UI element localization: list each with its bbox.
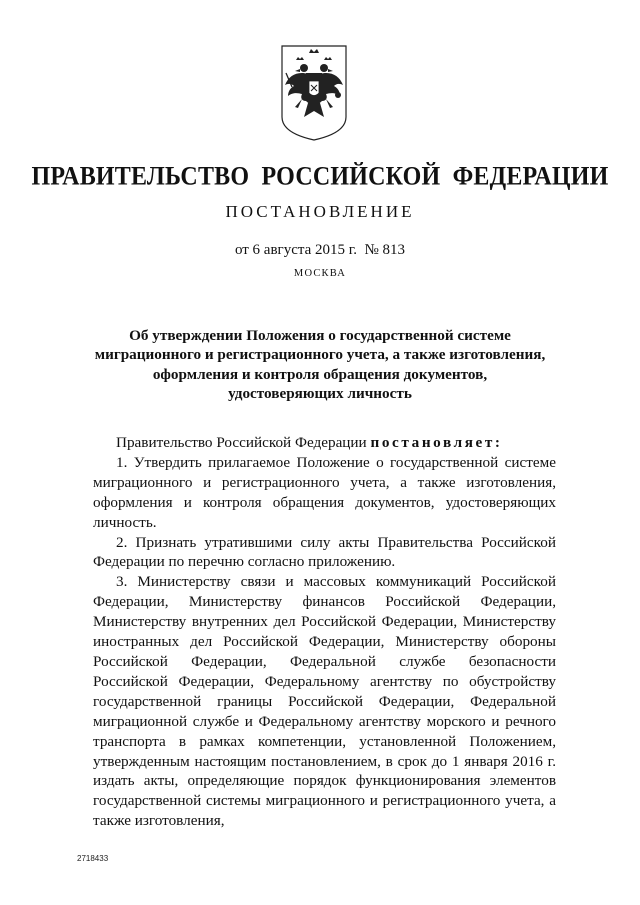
subject-line: удостоверяющих личность	[228, 384, 412, 402]
russian-coat-of-arms-icon	[272, 43, 356, 143]
document-date-number: от 6 августа 2015 г. № 813	[234, 242, 406, 258]
subject-line: миграционного и регистрационного учета, а также изготовления,	[94, 346, 546, 364]
subject-line: Об утверждении Положения о государственной системе	[129, 327, 511, 344]
clause-paragraph: 3. Министерству связи и массовых коммуникаций Российской Федерации, Министерству финансов Российской Федерации, Министерству внутренних дел Российской Федерации, Министерству иностранных дел Российской Федерации, Министерству обороны Российской Федерации, Федеральной службе безопасности Российской Федерации, Федеральному агентству по обустройству государственной границы Российской Федерации, Федеральной миграционной службе и Федеральному агентству морского и речного транспорта в рамках компетенции, установленной Положением, утвержденным настоящим постановлением, в срок до 1 января 2016 г. издать акты, определяющие порядок функционирования элементов государственной системы миграционного и регистрационного учета, а также изготовления,	[93, 573, 556, 830]
clause-paragraph: 1. Утвердить прилагаемое Положение о государственной системе миграционного и регистрационного учета, а также изготовления, оформления и контроля обращения документов, удостоверяющих личность.	[93, 453, 556, 531]
document-body	[93, 433, 556, 831]
preamble-text: Правительство Российской Федерации	[116, 434, 371, 451]
document-kind: ПОСТАНОВЛЕНИЕ	[225, 202, 415, 221]
preamble-paragraph	[93, 433, 556, 453]
preamble-decree-word: постановляет:	[370, 434, 503, 451]
clause-paragraph: 2. Признать утратившими силу акты Правительства Российской Федерации по перечню согласно приложению.	[93, 533, 556, 571]
document-city: МОСКВА	[293, 268, 347, 279]
document-subject	[70, 326, 570, 403]
subject-line: оформления и контроля обращения документов,	[152, 365, 488, 383]
government-title: ПРАВИТЕЛЬСТВО РОССИЙСКОЙ ФЕДЕРАЦИИ	[31, 162, 609, 192]
document-code: 2718433	[77, 854, 109, 863]
